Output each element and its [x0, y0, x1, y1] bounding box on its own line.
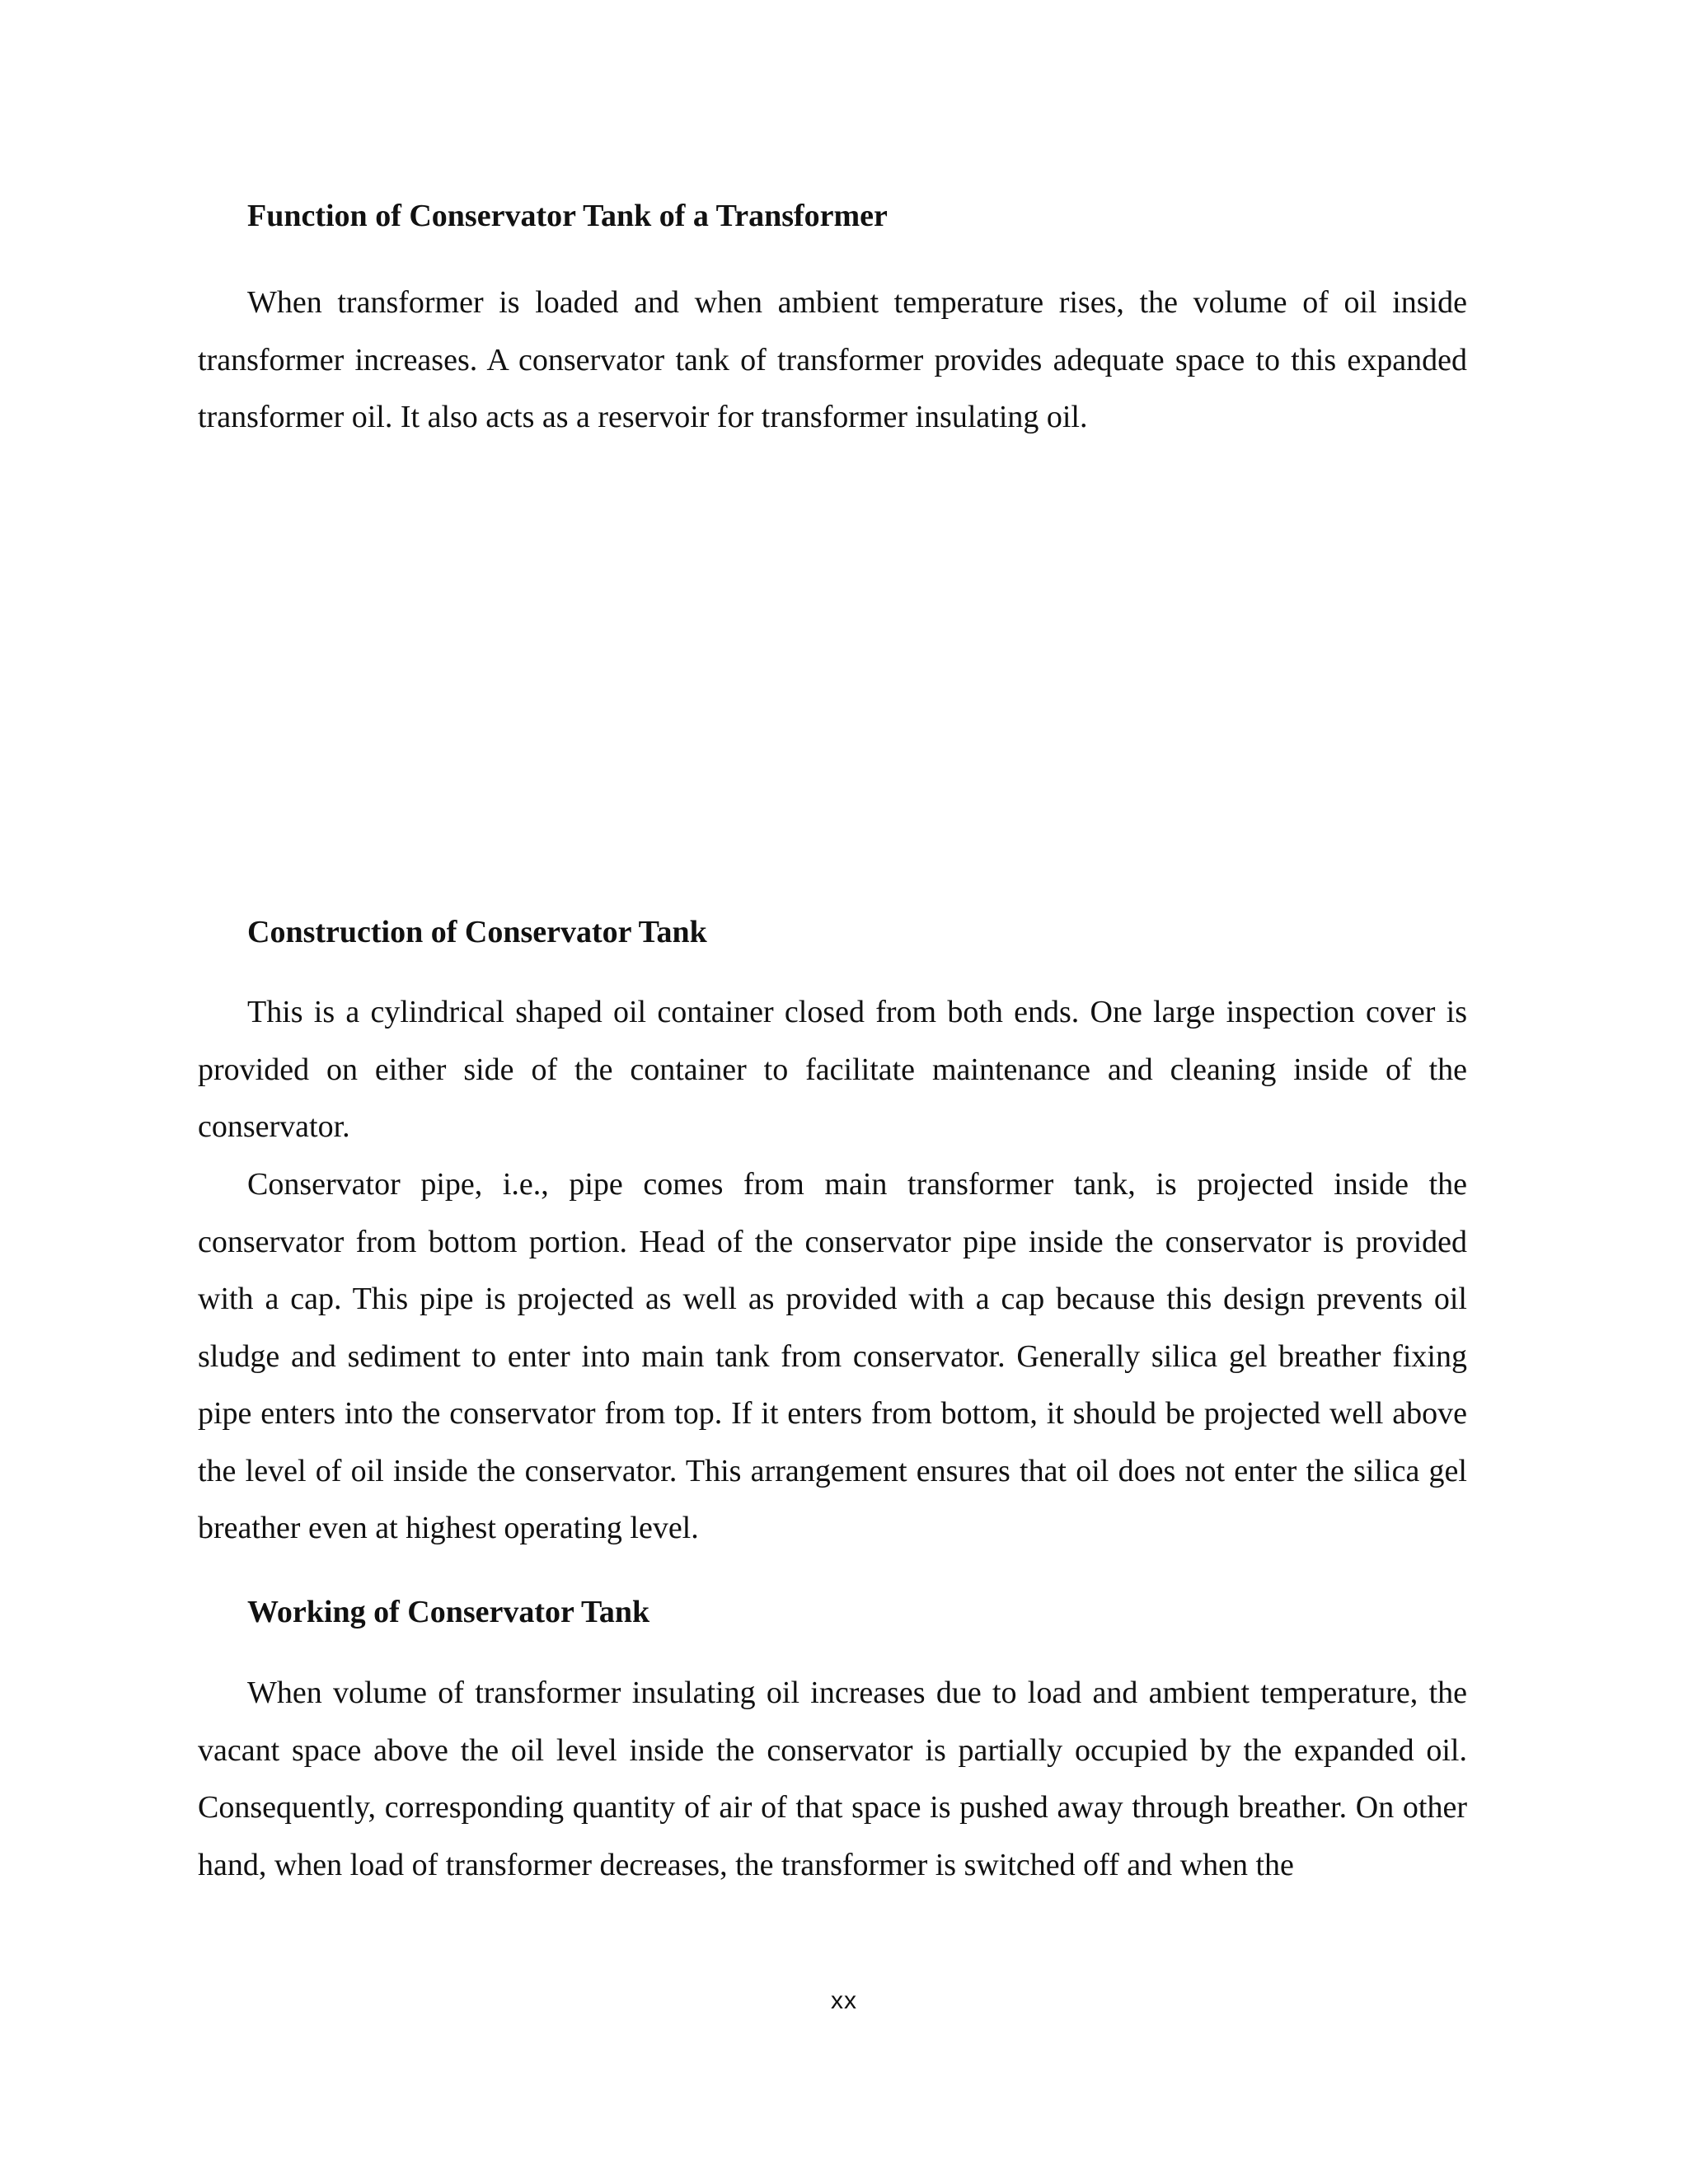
paragraph-construction-2: Conservator pipe, i.e., pipe comes from main transformer tank, is projected inside the conservator from bottom portion. Head of the conservator pipe inside the conservator is provided with a cap. This pipe is projected as well as provided with a cap because this design prevents oil sludge and sediment to enter into main tank from conservator. Generally silica gel breather fixing pipe enters into the conservator from top. If it enters from bottom, it should be projected well above the level of oil inside the conservator. This arrangement ensures that oil does not enter the silica gel breather even at highest operating level.: [198, 1167, 1467, 1545]
paragraph-function-1: When transformer is loaded and when ambient temperature rises, the volume of oil inside transformer increases. A conservator tank of transformer provides adequate space to this expanded transformer oil. It also acts as a reservoir for transformer insulating oil.: [198, 285, 1467, 434]
paragraph-construction-1: This is a cylindrical shaped oil container closed from both ends. One large inspection cover is provided on either side of the container to facilitate maintenance and cleaning inside of the conservator.: [198, 995, 1467, 1144]
page-number: xx: [831, 1987, 857, 2014]
section-heading-working: Working of Conservator Tank: [247, 1595, 650, 1629]
section-heading-construction: Construction of Conservator Tank: [247, 915, 707, 949]
section-heading-function: Function of Conservator Tank of a Transformer: [247, 199, 888, 233]
paragraph-working-1: When volume of transformer insulating oil increases due to load and ambient temperature, the vacant space above the oil level inside the conservator is partially occupied by the expanded oil. Consequently, corresponding quantity of air of that space is pushed away through breather. On other hand, when load of transformer decreases, the transformer is switched off and when the: [198, 1675, 1467, 1882]
